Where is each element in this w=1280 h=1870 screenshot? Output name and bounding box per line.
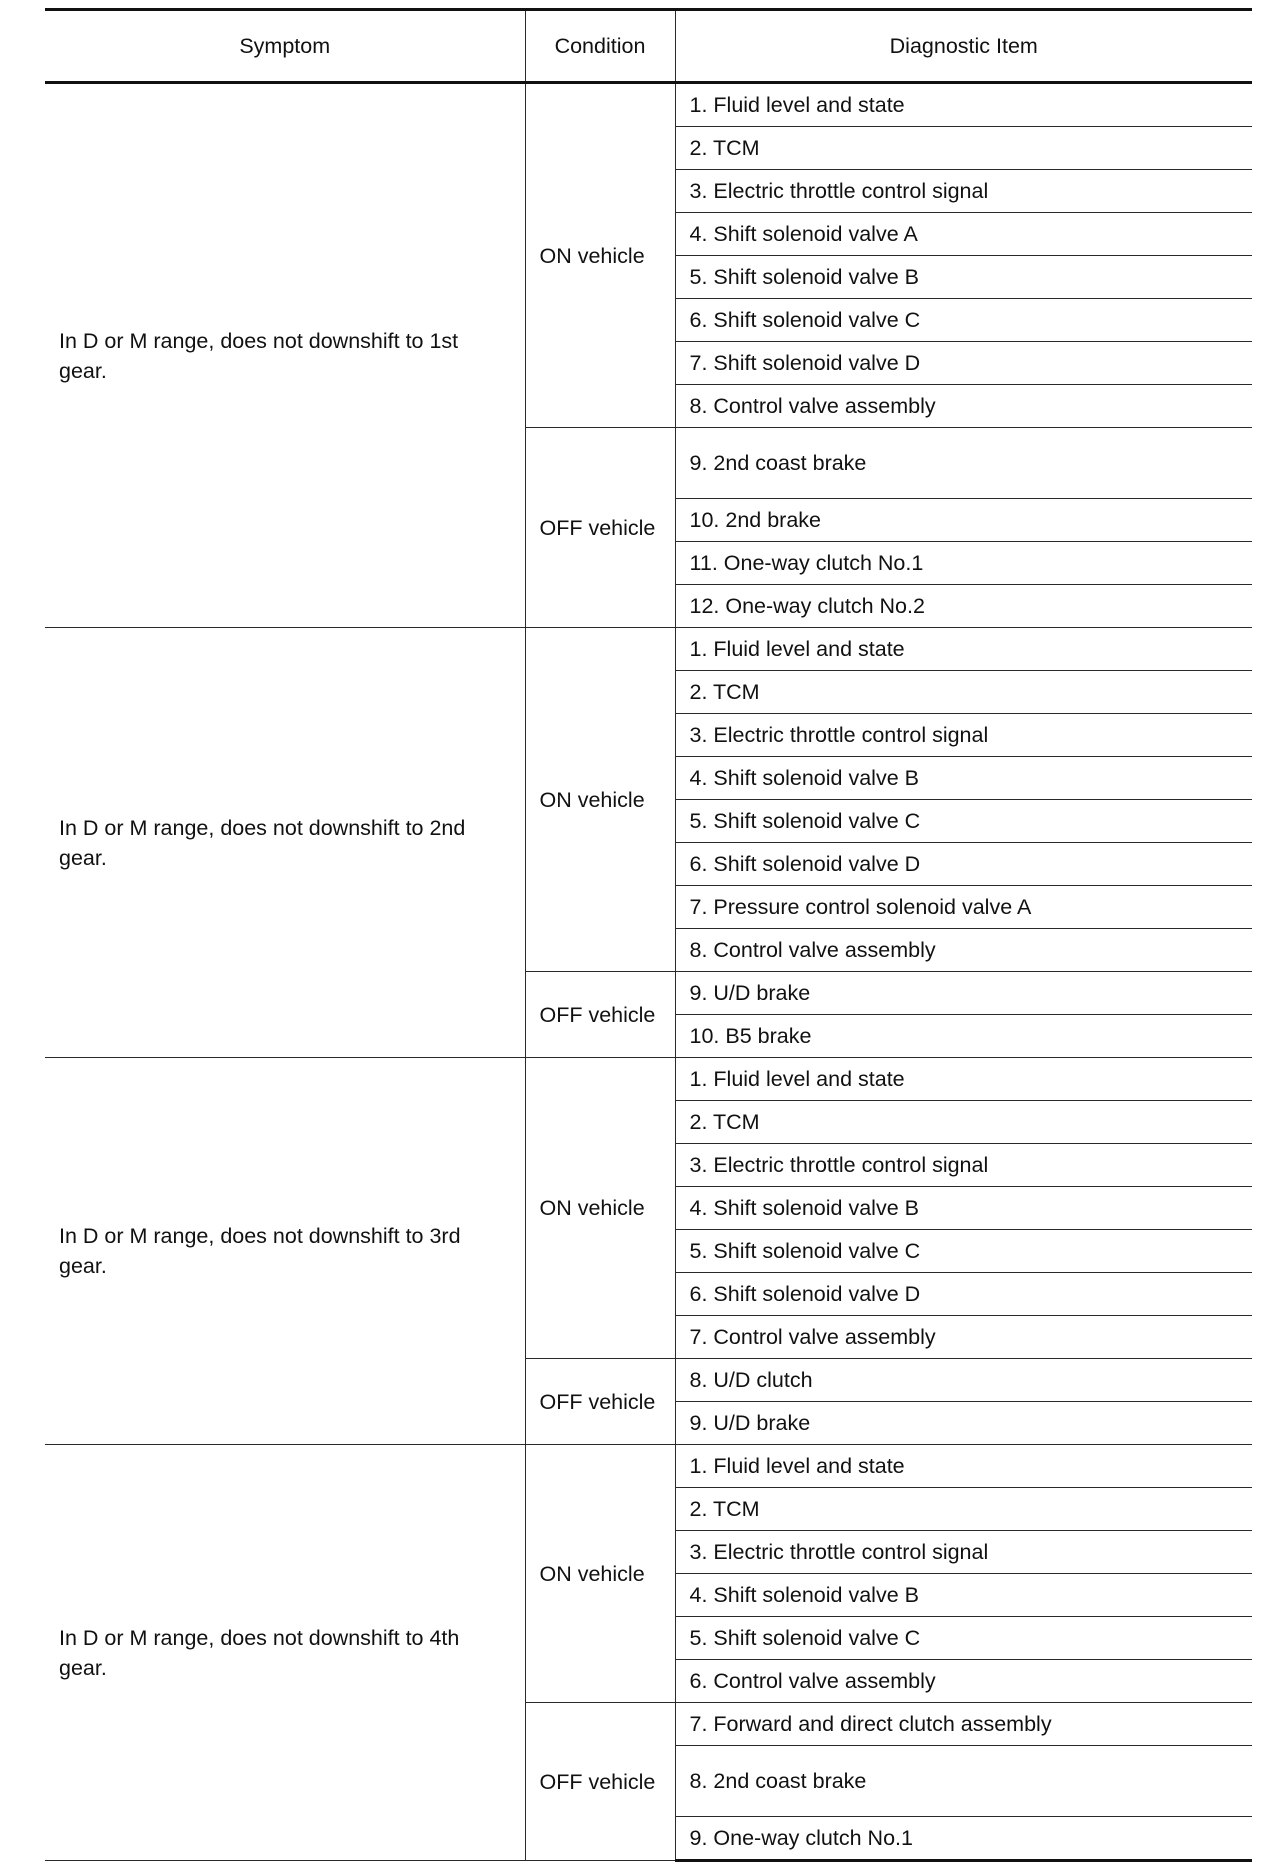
diagnostic-item-cell: 11. One-way clutch No.1 [675, 542, 1252, 585]
symptom-cell: In D or M range, does not downshift to 1st gear. [45, 83, 525, 628]
diagnostic-item-cell: 8. U/D clutch [675, 1359, 1252, 1402]
header-condition: Condition [525, 10, 675, 83]
diagnostic-item-cell: 2. TCM [675, 671, 1252, 714]
diagnostic-item-cell: 5. Shift solenoid valve C [675, 1230, 1252, 1273]
condition-cell: ON vehicle [525, 83, 675, 428]
diagnostic-item-cell: 1. Fluid level and state [675, 628, 1252, 671]
table-body [45, 83, 1252, 1861]
diagnostic-item-cell: 3. Electric throttle control signal [675, 714, 1252, 757]
condition-cell: OFF vehicle [525, 972, 675, 1058]
diagnostic-table [45, 8, 1252, 1862]
diagnostic-item-cell: 4. Shift solenoid valve B [675, 1574, 1252, 1617]
diagnostic-item-cell: 7. Control valve assembly [675, 1316, 1252, 1359]
diagnostic-item-cell: 9. U/D brake [675, 1402, 1252, 1445]
diagnostic-item-cell: 3. Electric throttle control signal [675, 170, 1252, 213]
condition-cell: ON vehicle [525, 1445, 675, 1703]
diagnostic-item-cell: 10. 2nd brake [675, 499, 1252, 542]
table-header [45, 10, 1252, 83]
diagnostic-item-cell: 6. Shift solenoid valve D [675, 843, 1252, 886]
condition-cell: OFF vehicle [525, 1359, 675, 1445]
header-row [45, 10, 1252, 83]
diagnostic-item-cell: 7. Forward and direct clutch assembly [675, 1703, 1252, 1746]
diagnostic-item-cell: 9. U/D brake [675, 972, 1252, 1015]
diagnostic-item-cell: 1. Fluid level and state [675, 1445, 1252, 1488]
diagnostic-item-cell: 6. Shift solenoid valve D [675, 1273, 1252, 1316]
diagnostic-item-cell: 8. 2nd coast brake [675, 1746, 1252, 1817]
diagnostic-item-cell: 8. Control valve assembly [675, 929, 1252, 972]
diagnostic-item-cell: 9. 2nd coast brake [675, 428, 1252, 499]
header-diagnostic-item: Diagnostic Item [675, 10, 1252, 83]
diagnostic-item-cell: 10. B5 brake [675, 1015, 1252, 1058]
condition-cell: OFF vehicle [525, 428, 675, 628]
condition-cell: ON vehicle [525, 628, 675, 972]
diagnostic-item-cell: 2. TCM [675, 1488, 1252, 1531]
symptom-cell: In D or M range, does not downshift to 4th gear. [45, 1445, 525, 1861]
table-row [45, 628, 1252, 671]
diagnostic-item-cell: 2. TCM [675, 1101, 1252, 1144]
diagnostic-item-cell: 12. One-way clutch No.2 [675, 585, 1252, 628]
table-row [45, 83, 1252, 127]
diagnostic-item-cell: 4. Shift solenoid valve B [675, 1187, 1252, 1230]
header-symptom: Symptom [45, 10, 525, 83]
condition-cell: OFF vehicle [525, 1703, 675, 1861]
diagnostic-item-cell: 5. Shift solenoid valve B [675, 256, 1252, 299]
diagnostic-item-cell: 4. Shift solenoid valve A [675, 213, 1252, 256]
condition-cell: ON vehicle [525, 1058, 675, 1359]
diagnostic-item-cell: 1. Fluid level and state [675, 83, 1252, 127]
diagnostic-item-cell: 7. Pressure control solenoid valve A [675, 886, 1252, 929]
diagnostic-item-cell: 7. Shift solenoid valve D [675, 342, 1252, 385]
diagnostic-item-cell: 9. One-way clutch No.1 [675, 1817, 1252, 1861]
diagnostic-item-cell: 3. Electric throttle control signal [675, 1531, 1252, 1574]
diagnostic-item-cell: 5. Shift solenoid valve C [675, 1617, 1252, 1660]
symptom-cell: In D or M range, does not downshift to 2nd gear. [45, 628, 525, 1058]
diagnostic-item-cell: 4. Shift solenoid valve B [675, 757, 1252, 800]
diagnostic-item-cell: 2. TCM [675, 127, 1252, 170]
table-row [45, 1058, 1252, 1101]
diagnostic-item-cell: 5. Shift solenoid valve C [675, 800, 1252, 843]
diagnostic-item-cell: 1. Fluid level and state [675, 1058, 1252, 1101]
table-row [45, 1445, 1252, 1488]
diagnostic-item-cell: 6. Shift solenoid valve C [675, 299, 1252, 342]
diagnostic-item-cell: 3. Electric throttle control signal [675, 1144, 1252, 1187]
diagnostic-item-cell: 6. Control valve assembly [675, 1660, 1252, 1703]
diagnostic-item-cell: 8. Control valve assembly [675, 385, 1252, 428]
symptom-cell: In D or M range, does not downshift to 3rd gear. [45, 1058, 525, 1445]
